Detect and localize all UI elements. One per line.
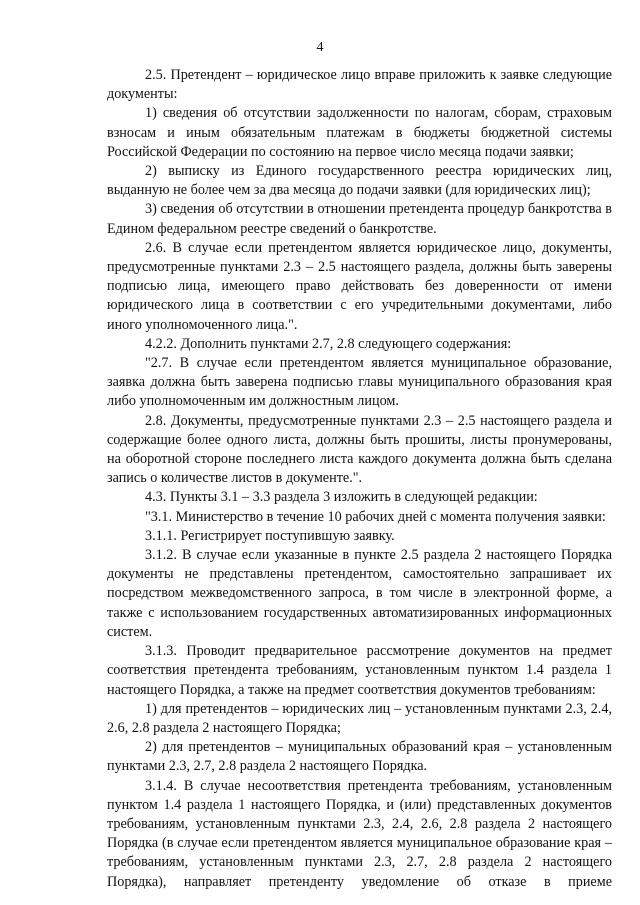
- paragraph-3-1-1: 3.1.1. Регистрирует поступившую заявку.: [145, 527, 395, 544]
- paragraph-3-1-4: 3.1.4. В случае несоответствия претендента требованиям, установленным пунктом 1.4 раздела 1 настоящего Порядка, и (или) представленных документов требованиям, установленным пунктами 2.3, 2.4, 2.6, 2.8 раздела 2 настоящего Порядка (в случае если претендентом является муниципальное образование края – требованиям, установленным пунктами 2.3, 2.7, 2.8 раздела 2 настоящего Порядка), направляет претенденту уведомление об отказе в приеме: [107, 777, 612, 890]
- paragraph-2-6: 2.6. В случае если претендентом является юридическое лицо, документы, предусмотренные пунктами 2.3 – 2.5 настоящего раздела, должны быть заверены подписью лица, имеющего право действовать без доверенности от имени юридического лица в соответствии с его учредительными документами, либо иного уполномоченного лица.".: [107, 239, 612, 333]
- paragraph-3-1-3-item-1: 1) для претендентов – юридических лиц – установленным пунктами 2.3, 2.4, 2.6, 2.8 раздела 2 настоящего Порядка;: [107, 700, 612, 736]
- paragraph-4-2-2: 4.2.2. Дополнить пунктами 2.7, 2.8 следующего содержания:: [145, 335, 512, 352]
- paragraph-2-5: 2.5. Претендент – юридическое лицо вправе приложить к заявке следующие документы:: [107, 67, 612, 103]
- paragraph-3-1-3: 3.1.3. Проводит предварительное рассмотрение документов на предмет соответствия претендента требованиям, установленным пунктом 1.4 раздела 1 настоящего Порядка, а также на предмет соответствия документов требованиям:: [107, 643, 612, 698]
- paragraph-2-5-item-2: 2) выписку из Единого государственного реестра юридических лиц, выданную не более чем за два месяца до подачи заявки (для юридических лиц);: [107, 163, 612, 199]
- paragraph-2-8: 2.8. Документы, предусмотренные пунктами 2.3 – 2.5 настоящего раздела и содержащие более одного листа, должны быть прошиты, листы пронумерованы, на оборотной стороне последнего листа каждого документа должна быть сделана запись о количестве листов в документе.".: [107, 412, 612, 487]
- page-number: 4: [316, 40, 324, 55]
- paragraph-3-1-3-item-2: 2) для претендентов – муниципальных образований края – установленным пунктами 2.3, 2.7, 2.8 раздела 2 настоящего Порядка.: [107, 739, 612, 775]
- paragraph-2-7: "2.7. В случае если претендентом является муниципальное образование, заявка должна быть заверена подписью главы муниципального образования края либо уполномоченным им должностным лицом.: [107, 355, 612, 410]
- paragraph-3-1: "3.1. Министерство в течение 10 рабочих дней с момента получения заявки:: [145, 508, 606, 525]
- paragraph-2-5-item-3: 3) сведения об отсутствии в отношении претендента процедур банкротства в Едином федеральном реестре сведений о банкротстве.: [107, 201, 612, 237]
- document-body: [107, 66, 612, 892]
- paragraph-3-1-2: 3.1.2. В случае если указанные в пункте 2.5 раздела 2 настоящего Порядка документы не представлены претендентом, самостоятельно запрашивает их посредством межведомственного запроса, в том числе в электронной форме, а также с использованием государственных автоматизированных информационных систем.: [107, 547, 612, 640]
- paragraph-4-3: 4.3. Пункты 3.1 – 3.3 раздела 3 изложить в следующей редакции:: [145, 489, 538, 506]
- paragraph-2-5-item-1: 1) сведения об отсутствии задолженности по налогам, сборам, страховым взносам и иным обязательным платежам в бюджеты бюджетной системы Российской Федерации по состоянию на первое число месяца подачи заявки;: [107, 105, 612, 160]
